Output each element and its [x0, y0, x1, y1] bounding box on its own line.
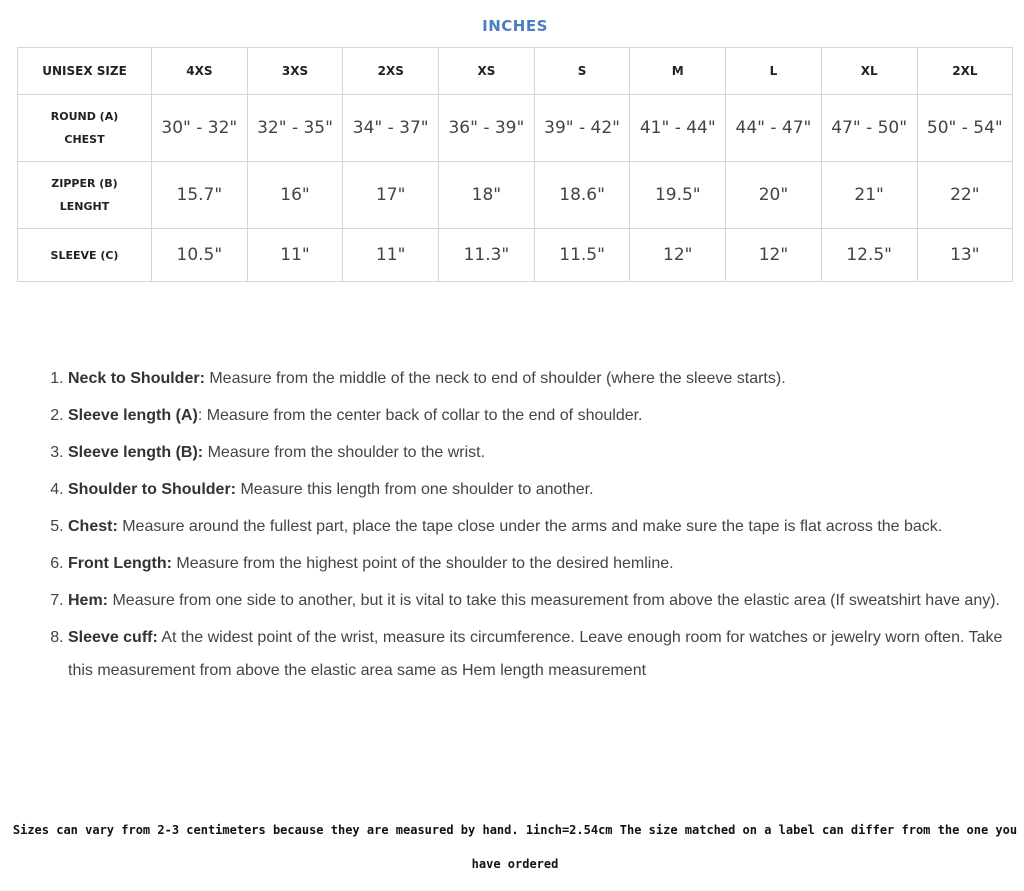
- table-row-chest: [18, 95, 1013, 162]
- instruction-term: Sleeve cuff:: [68, 629, 158, 646]
- table-row-zipper: [18, 162, 1013, 229]
- size-header-cell: XS: [439, 48, 535, 95]
- instruction-text: Measure this length from one shoulder to another.: [236, 481, 594, 498]
- instruction-text: At the widest point of the wrist, measure its circumference. Leave enough room for watches or jewelry worn often. Take this measurement from above the elastic area same as Hem length measurement: [68, 629, 1003, 679]
- table-cell: 17": [343, 162, 439, 229]
- table-cell: 30" - 32": [152, 95, 248, 162]
- table-cell: 13": [917, 229, 1013, 282]
- list-item: [68, 436, 1018, 469]
- instruction-text: Measure from one side to another, but it is vital to take this measurement from above the elastic area (If sweatshirt have any).: [108, 592, 1000, 609]
- instruction-term: Neck to Shoulder:: [68, 370, 205, 387]
- header-label-cell: UNISEX SIZE: [18, 48, 152, 95]
- table-cell: 41" - 44": [630, 95, 726, 162]
- list-item: [68, 473, 1018, 506]
- table-cell: 16": [247, 162, 343, 229]
- table-cell: 34" - 37": [343, 95, 439, 162]
- table-cell: 19.5": [630, 162, 726, 229]
- size-header-cell: 2XS: [343, 48, 439, 95]
- row-label-line: ROUND (A): [50, 110, 119, 123]
- size-header-cell: S: [534, 48, 630, 95]
- instruction-term: Sleeve length (A): [68, 407, 198, 424]
- table-cell: 12": [726, 229, 822, 282]
- size-header-cell: 3XS: [247, 48, 343, 95]
- size-chart-table: [17, 47, 1013, 282]
- table-cell: 22": [917, 162, 1013, 229]
- table-cell: 11": [343, 229, 439, 282]
- instruction-term: Sleeve length (B):: [68, 444, 204, 461]
- row-label-sleeve: SLEEVE (C): [18, 229, 152, 282]
- units-title: INCHES: [482, 17, 548, 35]
- list-item: [68, 399, 1018, 432]
- table-cell: 44" - 47": [726, 95, 822, 162]
- table-cell: 21": [821, 162, 917, 229]
- table-cell: 39" - 42": [534, 95, 630, 162]
- instruction-text: Measure around the fullest part, place the tape close under the arms and make sure the tape is flat across the back.: [117, 518, 943, 535]
- list-item: [68, 621, 1018, 687]
- size-header-cell: XL: [821, 48, 917, 95]
- table-cell: 32" - 35": [247, 95, 343, 162]
- size-header-cell: 4XS: [152, 48, 248, 95]
- size-header-cell: M: [630, 48, 726, 95]
- row-label-zipper: [18, 162, 152, 229]
- instruction-term: Front Length:: [68, 555, 172, 572]
- table-cell: 15.7": [152, 162, 248, 229]
- instruction-text: Measure from the middle of the neck to end of shoulder (where the sleeve starts).: [204, 370, 786, 387]
- table-cell: 50" - 54": [917, 95, 1013, 162]
- size-header-cell: 2XL: [917, 48, 1013, 95]
- table-cell: 11.5": [534, 229, 630, 282]
- instruction-text: Measure from the shoulder to the wrist.: [203, 444, 486, 461]
- table-cell: 18": [439, 162, 535, 229]
- row-label-chest: [18, 95, 152, 162]
- table-cell: 36" - 39": [439, 95, 535, 162]
- table-cell: 11.3": [439, 229, 535, 282]
- table-cell: 12.5": [821, 229, 917, 282]
- footer-disclaimer: Sizes can vary from 2-3 centimeters because they are measured by hand. 1inch=2.54cm The size matched on a label can differ from the one you have ordered: [12, 823, 1018, 871]
- list-item: [68, 547, 1018, 580]
- row-label-line: ZIPPER (B): [51, 177, 118, 190]
- table-cell: 10.5": [152, 229, 248, 282]
- list-item: [68, 510, 1018, 543]
- measurement-instructions-list: [42, 362, 1018, 691]
- instruction-text: : Measure from the center back of collar to the end of shoulder.: [197, 407, 643, 424]
- instruction-term: Hem:: [68, 592, 109, 609]
- table-cell: 47" - 50": [821, 95, 917, 162]
- list-item: [68, 584, 1018, 617]
- row-label-line: LENGHT: [59, 200, 110, 213]
- table-cell: 18.6": [534, 162, 630, 229]
- instruction-term: Chest:: [68, 518, 118, 535]
- table-row-sleeve: [18, 229, 1013, 282]
- instruction-term: Shoulder to Shoulder:: [68, 481, 236, 498]
- table-cell: 11": [247, 229, 343, 282]
- table-cell: 12": [630, 229, 726, 282]
- size-header-cell: L: [726, 48, 822, 95]
- list-item: [68, 362, 1018, 395]
- instruction-text: Measure from the highest point of the shoulder to the desired hemline.: [171, 555, 674, 572]
- table-cell: 20": [726, 162, 822, 229]
- table-header-row: [18, 48, 1013, 95]
- row-label-line: CHEST: [64, 133, 105, 146]
